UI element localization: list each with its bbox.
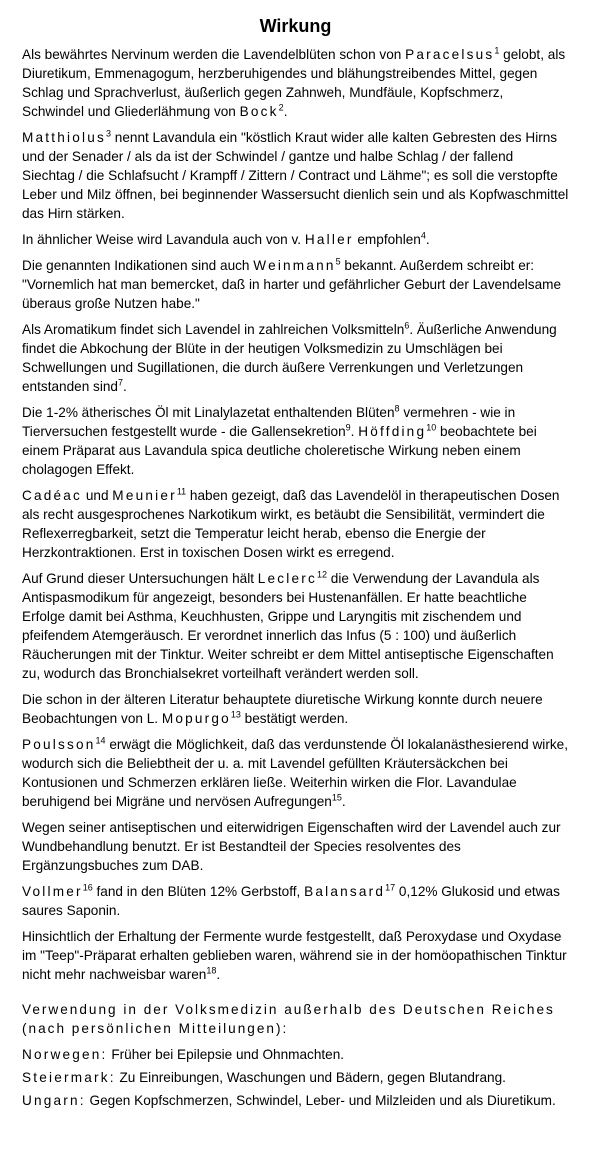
country-name: Norwegen:	[22, 1047, 108, 1062]
footnote-ref: 16	[82, 882, 93, 893]
folk-entry-text: Früher bei Epilepsie und Ohnmachten.	[107, 1047, 345, 1062]
author-name: Höffding	[358, 424, 427, 439]
author-name: Matthiolus	[22, 130, 106, 145]
folk-medicine-section	[22, 1000, 569, 1110]
body-paragraph	[22, 927, 569, 984]
body-paragraph	[22, 320, 569, 396]
folk-entry	[22, 1091, 569, 1110]
text-run: und	[82, 488, 113, 503]
text-run: nennt Lavandula ein "köstlich Kraut wider alle kalten Gebresten des Hirns und der Senader / als da ist der Schwindel / gantze und halbe Schlag / der fallend Siechtag / die Schlafsucht / Krampff / Zittern / Contract und Lähme"; es soll die verstopfte Leber und Milz öffnen, bei beginnender Wassersucht dienlich sein und als Kopfwaschmittel das Hirn stärken.	[22, 130, 569, 221]
folk-entry	[22, 1068, 569, 1087]
text-run: erwägt die Möglichkeit, daß das verdunstende Öl lokalanästhesierend wirke, wodurch sich die Beliebtheit der u. a. mit Lavendel gefüllten Kräutersäckchen bei Kontusionen und Schmerzen erklären ließe. Weiterhin wirken die Flor. Lavandulae beruhigend bei Migräne und nervösen Aufregungen	[22, 737, 568, 809]
footnote-ref: 11	[176, 486, 187, 497]
text-run: Die genannten Indikationen sind auch	[22, 258, 254, 273]
body-paragraph	[22, 735, 569, 811]
text-run: .	[341, 794, 346, 809]
body-paragraph	[22, 882, 569, 920]
text-run: Die schon in der älteren Literatur behauptete diuretische Wirkung konnte durch neuere Beobachtungen von L.	[22, 692, 543, 726]
body-paragraph	[22, 45, 569, 121]
text-run: .	[123, 379, 127, 394]
author-name: Vollmer	[22, 884, 83, 899]
text-run: Auf Grund dieser Untersuchungen hält	[22, 571, 258, 586]
body-paragraph	[22, 256, 569, 313]
text-run: haben gezeigt, daß das Lavendelöl in therapeutischen Dosen als recht ausgesprochenes Narkotikum wirkt, es betäubt die Sensibilität, vermindert die Reflexerregbarkeit, setzt die Temperatur leicht herab, ebenso die Energie der Herzkontraktionen. Erst in toxischen Dosen wirkt es erregend.	[22, 488, 560, 560]
text-run: bestätigt werden.	[240, 711, 349, 726]
author-name: Paracelsus	[405, 47, 495, 62]
text-run: beobachtete bei einem Präparat aus Lavandula spica deutliche choleretische Wirkung neben einem cholagogen Effekt.	[22, 424, 537, 477]
text-run: gelobt, als Diuretikum, Emmenagogum, herzberuhigendes und blähungstreibendes Mittel, gegen Schlag und Sprachverlust, äußerlich gegen Zahnweh, Mundfäule, Kopfschmerz, Schwindel und Gliederlähmung von	[22, 47, 566, 119]
body-paragraph	[22, 818, 569, 875]
footnote-ref: 10	[426, 422, 437, 433]
footnote-ref: 1	[494, 45, 500, 56]
text-run: Die 1-2% ätherisches Öl mit Linalylazetat enthaltenden Blüten	[22, 405, 395, 420]
body-paragraph	[22, 403, 569, 479]
body-paragraph	[22, 569, 569, 683]
footnote-ref: 3	[105, 128, 111, 139]
body-paragraph	[22, 230, 569, 249]
footnote-ref: 15	[331, 792, 342, 803]
footnote-ref: 9	[345, 422, 351, 433]
author-name: Bock	[239, 104, 279, 119]
text-run: 0,12% Glukosid und etwas saures Saponin.	[22, 884, 560, 918]
footnote-ref: 7	[118, 377, 124, 388]
text-run: bekannt. Außerdem schreibt er: "Vornemlich hat man bemercket, daß in harter und gefährlicher Geburt der Lavendelsame überaus große Nutzen habe."	[22, 258, 562, 311]
footnote-ref: 17	[385, 882, 396, 893]
author-name: Mopurgo	[161, 711, 231, 726]
footnote-ref: 8	[394, 403, 400, 414]
footnote-ref: 12	[317, 569, 328, 580]
country-name: Ungarn:	[22, 1093, 86, 1108]
text-run: fand in den Blüten 12% Gerbstoff,	[92, 884, 305, 899]
text-run: In ähnlicher Weise wird Lavandula auch von v.	[22, 232, 305, 247]
author-name: Meunier	[112, 488, 177, 503]
text-run: .	[216, 967, 221, 982]
text-run: .	[425, 232, 430, 247]
body-paragraph	[22, 128, 569, 223]
text-run: .	[350, 424, 359, 439]
text-run: vermehren - wie in Tierversuchen festgestellt wurde - die Gallensekretion	[22, 405, 516, 439]
document-body	[22, 45, 569, 984]
folk-entry-text: Zu Einreibungen, Waschungen und Bädern, gegen Blutandrang.	[115, 1070, 506, 1085]
body-paragraph	[22, 690, 569, 728]
footnote-ref: 18	[206, 965, 217, 976]
text-run: Wegen seiner antiseptischen und eiterwidrigen Eigenschaften wird der Lavendel auch zur Wundbehandlung benutzt. Er ist Bestandteil der Species resolventes des Ergänzungsbuches zum DAB.	[22, 820, 561, 873]
footnote-ref: 13	[230, 709, 241, 720]
author-name: Poulsson	[22, 737, 96, 752]
footnote-ref: 14	[95, 735, 106, 746]
text-run: die Verwendung der Lavandula als Antispasmodikum für angezeigt, besonders bei Hustenanfällen. Er hatte beachtliche Erfolge damit bei Asthma, Keuchhusten, Grippe und Laryngitis mit zischendem und pfeifendem Atemgeräusch. Er verordnet innerlich das Infus (5 : 100) und äußerlich Räucherungen mit der Tinktur. Weiter schreibt er dem Mittel antiseptische Eigenschaften zu, wodurch das Bronchialsekret vorteilhaft verändert werden soll.	[22, 571, 554, 681]
folk-entries-list	[22, 1045, 569, 1110]
footnote-ref: 6	[404, 320, 410, 331]
text-run: .	[283, 104, 288, 119]
folk-entry	[22, 1045, 569, 1064]
text-run: Hinsichtlich der Erhaltung der Fermente wurde festgestellt, daß Peroxydase und Oxydase im "Teep"-Präparat erhalten geblieben waren, während sie in der homöopathischen Tinktur nicht mehr nachweisbar waren	[22, 929, 567, 982]
footnote-ref: 4	[420, 230, 426, 241]
country-name: Steiermark:	[22, 1070, 116, 1085]
text-run: Als Aromatikum findet sich Lavendel in zahlreichen Volksmitteln	[22, 322, 405, 337]
author-name: Weinmann	[253, 258, 336, 273]
text-run: Als bewährtes Nervinum werden die Lavendelblüten schon von	[22, 47, 406, 62]
author-name: Balansard	[304, 884, 386, 899]
body-paragraph	[22, 486, 569, 562]
folk-entry-text: Gegen Kopfschmerzen, Schwindel, Leber- und Milzleiden und als Diuretikum.	[85, 1093, 556, 1108]
author-name: Leclerc	[257, 571, 318, 586]
text-run: empfohlen	[353, 232, 421, 247]
author-name: Haller	[304, 232, 354, 247]
footnote-ref: 2	[278, 102, 284, 113]
text-run: . Äußerliche Anwendung findet die Abkochung der Blüte in der heutigen Volksmedizin zu Umschlägen bei Schwellungen und Sugillationen, die durch äußere Verrenkungen und Verletzungen entstanden sind	[22, 322, 557, 394]
section-heading: Verwendung in der Volksmedizin außerhalb des Deutschen Reiches (nach persönlichen Mitteilungen):	[22, 1002, 555, 1036]
page-title: Wirkung	[259, 16, 332, 36]
author-name: Cadéac	[22, 488, 83, 503]
footnote-ref: 5	[335, 256, 341, 267]
